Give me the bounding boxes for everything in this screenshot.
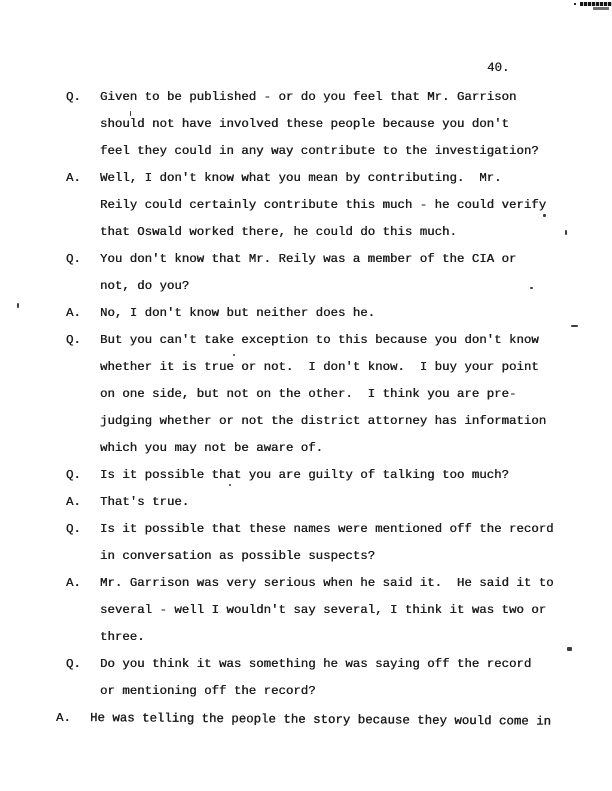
speaker-label: A. bbox=[66, 171, 81, 185]
qa-entry bbox=[66, 84, 606, 165]
scan-speck bbox=[130, 111, 131, 116]
transcript-line: should not have involved these people because you don't bbox=[100, 117, 509, 131]
qa-entry bbox=[66, 246, 606, 300]
transcript-line: Is it possible that you are guilty of talking too much? bbox=[100, 468, 509, 482]
speaker-label: Q. bbox=[66, 522, 81, 536]
transcript-line: Reily could certainly contribute this much - he could verify bbox=[100, 198, 547, 212]
transcript-line: That's true. bbox=[100, 495, 190, 509]
qa-entry bbox=[66, 570, 606, 651]
page-number: 40. bbox=[487, 61, 510, 75]
scan-speck bbox=[567, 647, 572, 651]
transcript-line: on one side, but not on the other. I think you are pre- bbox=[100, 387, 517, 401]
transcript-line: Well, I don't know what you mean by contributing. Mr. bbox=[100, 171, 502, 185]
speaker-label: Q. bbox=[66, 333, 81, 347]
transcript-line: No, I don't know but neither does he. bbox=[100, 306, 376, 320]
speaker-label: Q. bbox=[66, 657, 81, 671]
speaker-label: A. bbox=[66, 495, 81, 509]
transcript-line: three. bbox=[100, 630, 145, 644]
transcript-line: But you can't take exception to this because you don't know bbox=[100, 333, 539, 347]
scan-speck bbox=[543, 214, 546, 217]
transcript-line: Do you think it was something he was saying off the record bbox=[100, 657, 532, 671]
speaker-label: A. bbox=[66, 576, 81, 590]
speaker-label: A. bbox=[66, 306, 81, 320]
transcript-line: several - well I wouldn't say several, I think it was two or bbox=[100, 603, 547, 617]
scan-artifact-bar bbox=[593, 7, 609, 10]
qa-entry bbox=[66, 489, 606, 516]
speaker-label: A. bbox=[56, 711, 71, 725]
transcript-body bbox=[56, 84, 606, 732]
scan-speck bbox=[233, 354, 235, 356]
transcript-line: You don't know that Mr. Reily was a member of the CIA or bbox=[100, 252, 517, 266]
qa-entry bbox=[56, 705, 606, 732]
transcript-line: in conversation as possible suspects? bbox=[100, 549, 376, 563]
transcript-line: that Oswald worked there, he could do this much. bbox=[100, 225, 457, 239]
qa-entry bbox=[66, 651, 606, 705]
transcript-line: or mentioning off the record? bbox=[100, 684, 316, 698]
transcript-line: Mr. Garrison was very serious when he said it. He said it to bbox=[100, 576, 554, 590]
qa-entry bbox=[66, 462, 606, 489]
speaker-label: Q. bbox=[66, 468, 81, 482]
scan-speck bbox=[571, 325, 578, 327]
qa-entry bbox=[66, 327, 606, 462]
scan-speck bbox=[574, 3, 576, 5]
scan-speck bbox=[530, 287, 533, 289]
scan-speck bbox=[17, 303, 19, 308]
qa-entry bbox=[66, 165, 606, 246]
transcript-line: feel they could in any way contribute to the investigation? bbox=[100, 144, 539, 158]
transcript-line: He was telling the people the story because they would come in bbox=[89, 711, 552, 729]
qa-entry bbox=[66, 516, 606, 570]
scan-speck bbox=[229, 484, 231, 486]
scan-artifact-smudge bbox=[580, 2, 612, 11]
transcript-line: whether it is true or not. I don't know. I buy your point bbox=[100, 360, 539, 374]
scan-speck bbox=[565, 230, 567, 235]
transcript-line: judging whether or not the district attorney has information bbox=[100, 414, 547, 428]
speaker-label: Q. bbox=[66, 252, 81, 266]
qa-entry bbox=[66, 300, 606, 327]
transcript-line: not, do you? bbox=[100, 279, 190, 293]
speaker-label: Q. bbox=[66, 90, 81, 104]
transcript-line: which you may not be aware of. bbox=[100, 441, 324, 455]
transcript-line: Given to be published - or do you feel that Mr. Garrison bbox=[100, 90, 517, 104]
scan-artifact-bar bbox=[580, 2, 612, 6]
transcript-line: Is it possible that these names were mentioned off the record bbox=[100, 522, 554, 536]
